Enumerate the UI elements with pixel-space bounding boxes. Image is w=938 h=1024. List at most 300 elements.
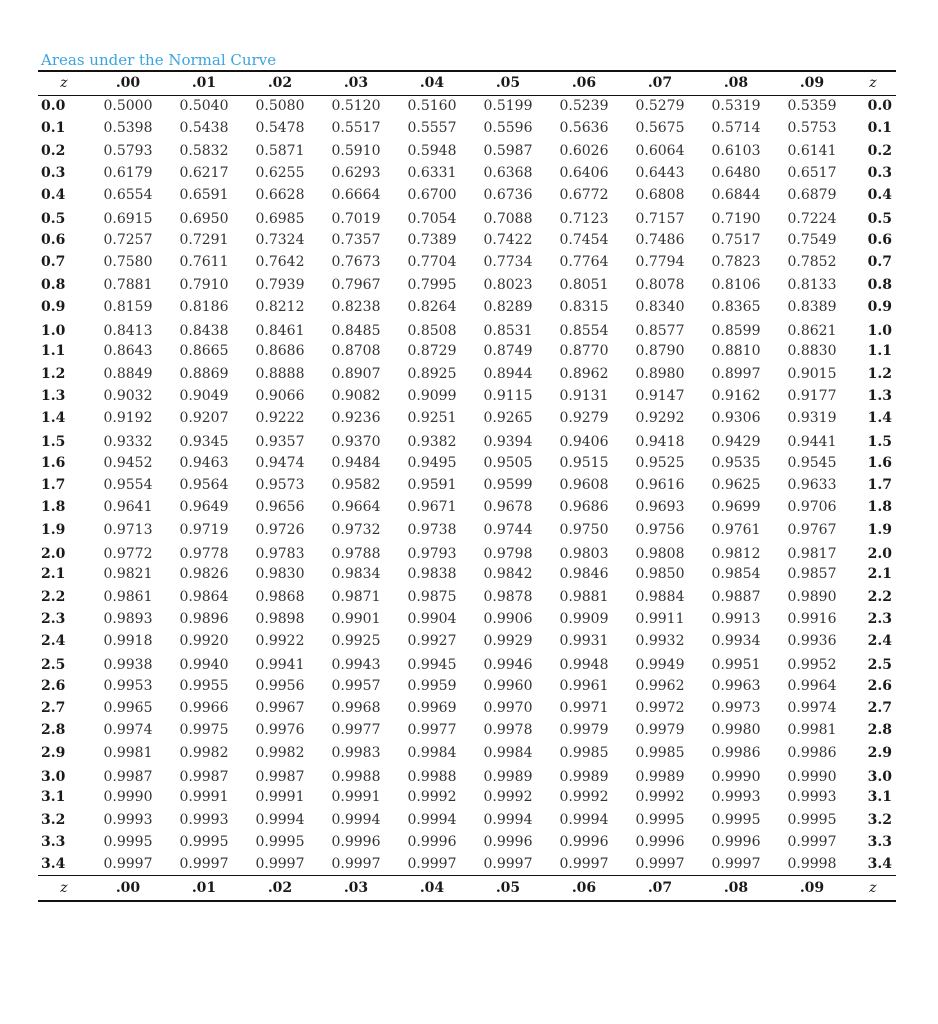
table-cell: 0.9995 (103, 833, 153, 850)
row-z-right: 1.8 (867, 499, 892, 516)
table-cell: 0.5910 (331, 142, 381, 159)
table-cell: 0.9192 (103, 410, 153, 427)
table-cell: 0.9649 (179, 499, 229, 516)
table-cell: 0.9131 (559, 388, 609, 404)
table-cell: 0.9821 (103, 566, 153, 583)
header-col: .04 (419, 75, 445, 92)
table-cell: 0.9994 (559, 811, 609, 828)
table-cell: 0.8729 (407, 343, 457, 360)
table-cell: 0.9656 (255, 499, 305, 516)
row-z-right: 1.7 (867, 477, 892, 494)
table-cell: 0.9699 (711, 499, 761, 516)
table-cell: 0.9032 (103, 388, 153, 404)
table-cell: 0.9997 (635, 855, 685, 872)
table-cell: 0.5987 (483, 142, 533, 159)
table-cell: 0.8810 (711, 343, 761, 360)
table-cell: 0.9953 (103, 677, 153, 694)
table-cell: 0.8186 (179, 298, 229, 315)
table-cell: 0.7852 (787, 254, 837, 271)
row-z-left: 0.3 (41, 165, 66, 182)
table-cell: 0.5319 (711, 98, 761, 115)
table-cell: 0.9968 (331, 700, 381, 717)
table-cell: 0.9956 (255, 677, 305, 694)
table-cell: 0.9015 (787, 365, 837, 382)
table-cell: 0.8770 (559, 343, 609, 360)
table-cell: 0.9875 (407, 588, 457, 605)
table-cell: 0.7881 (103, 276, 153, 293)
table-cell: 0.7823 (711, 254, 761, 271)
table-cell: 0.9998 (787, 855, 837, 872)
row-z-left: 2.0 (41, 545, 66, 562)
table-row (38, 340, 896, 362)
table-cell: 0.9978 (483, 722, 533, 739)
footer-col: .09 (799, 880, 825, 897)
table-cell: 0.9177 (787, 388, 837, 404)
table-cell: 0.8869 (179, 365, 229, 382)
table-cell: 0.9988 (407, 768, 457, 785)
table-cell: 0.9948 (559, 657, 609, 674)
table-cell: 0.9251 (407, 410, 457, 427)
row-z-left: 0.4 (41, 187, 66, 204)
table-cell: 0.9945 (407, 657, 457, 674)
table-cell: 0.9932 (635, 633, 685, 650)
row-z-left: 3.1 (41, 789, 66, 806)
table-cell: 0.6064 (635, 142, 685, 159)
row-z-left: 3.2 (41, 811, 66, 828)
table-cell: 0.9936 (787, 633, 837, 650)
table-caption: Areas under the Normal Curve (41, 51, 277, 69)
table-cell: 0.9997 (331, 855, 381, 872)
table-cell: 0.9996 (483, 833, 533, 850)
table-cell: 0.8944 (483, 365, 533, 382)
row-z-left: 1.7 (41, 477, 66, 494)
row-z-right: 2.5 (867, 657, 892, 674)
table-cell: 0.5199 (483, 98, 533, 115)
table-cell: 0.7549 (787, 231, 837, 248)
table-row (38, 117, 896, 139)
table-cell: 0.6179 (103, 165, 153, 182)
table-cell: 0.9147 (635, 388, 685, 404)
table-cell: 0.9484 (331, 454, 381, 471)
table-row (38, 206, 896, 228)
table-cell: 0.8907 (331, 365, 381, 382)
table-cell: 0.8315 (559, 298, 609, 315)
table-cell: 0.9974 (787, 700, 837, 717)
table-cell: 0.9812 (711, 545, 761, 562)
table-cell: 0.7580 (103, 254, 153, 271)
table-cell: 0.6591 (179, 187, 229, 204)
table-row (38, 809, 896, 831)
table-cell: 0.9957 (331, 677, 381, 694)
table-cell: 0.9977 (331, 722, 381, 739)
table-cell: 0.9996 (559, 833, 609, 850)
table-cell: 0.9082 (331, 388, 381, 404)
table-cell: 0.8749 (483, 343, 533, 360)
normal-distribution-table (38, 70, 896, 902)
table-cell: 0.8577 (635, 322, 685, 339)
table-cell: 0.9991 (331, 789, 381, 806)
table-cell: 0.9979 (559, 722, 609, 739)
table-cell: 0.5000 (103, 98, 153, 115)
table-cell: 0.7967 (331, 276, 381, 293)
table-cell: 0.9838 (407, 566, 457, 583)
table-cell: 0.9975 (179, 722, 229, 739)
table-row (38, 229, 896, 251)
table-cell: 0.6517 (787, 165, 837, 182)
row-z-right: 0.4 (867, 187, 892, 204)
table-cell: 0.9991 (255, 789, 305, 806)
table-cell: 0.6879 (787, 187, 837, 204)
table-cell: 0.9984 (483, 744, 533, 761)
table-cell: 0.8997 (711, 365, 761, 382)
table-row (38, 541, 896, 563)
row-z-left: 1.4 (41, 410, 66, 427)
footer-row (38, 875, 896, 901)
table-row (38, 162, 896, 184)
table-cell: 0.8238 (331, 298, 381, 315)
table-cell: 0.6844 (711, 187, 761, 204)
row-z-left: 3.4 (41, 855, 66, 872)
row-z-right: 1.4 (867, 410, 892, 427)
table-cell: 0.9066 (255, 388, 305, 404)
row-z-left: 0.0 (41, 98, 66, 115)
table-cell: 0.8531 (483, 322, 533, 339)
table-cell: 0.8023 (483, 276, 533, 293)
table-cell: 0.9991 (179, 789, 229, 806)
table-cell: 0.9706 (787, 499, 837, 516)
table-cell: 0.9973 (711, 700, 761, 717)
table-cell: 0.9633 (787, 477, 837, 494)
table-cell: 0.9608 (559, 477, 609, 494)
table-cell: 0.9994 (331, 811, 381, 828)
table-cell: 0.6985 (255, 211, 305, 228)
table-cell: 0.9925 (331, 633, 381, 650)
row-z-left: 2.5 (41, 657, 66, 674)
table-cell: 0.6480 (711, 165, 761, 182)
table-cell: 0.9878 (483, 588, 533, 605)
header-col: .08 (723, 75, 749, 92)
table-cell: 0.9564 (179, 477, 229, 494)
table-cell: 0.9993 (179, 811, 229, 828)
header-row (38, 71, 896, 95)
table-row (38, 764, 896, 786)
table-cell: 0.9984 (407, 744, 457, 761)
row-z-right: 2.0 (867, 545, 892, 562)
table-cell: 0.8413 (103, 322, 153, 339)
table-cell: 0.9969 (407, 700, 457, 717)
table-cell: 0.9744 (483, 521, 533, 538)
table-cell: 0.9732 (331, 521, 381, 538)
table-cell: 0.5636 (559, 120, 609, 137)
table-cell: 0.9788 (331, 545, 381, 562)
table-cell: 0.9545 (787, 454, 837, 471)
table-cell: 0.8289 (483, 298, 533, 315)
table-cell: 0.8485 (331, 322, 381, 339)
row-z-left: 0.8 (41, 276, 66, 293)
table-cell: 0.9495 (407, 454, 457, 471)
table-row (38, 251, 896, 273)
footer-z-left: z (60, 880, 68, 897)
table-cell: 0.9319 (787, 410, 837, 427)
table-cell: 0.7642 (255, 254, 305, 271)
table-cell: 0.9222 (255, 410, 305, 427)
table-cell: 0.9990 (787, 768, 837, 785)
row-z-right: 3.4 (867, 855, 892, 872)
table-cell: 0.9985 (635, 744, 685, 761)
footer-col: .02 (267, 880, 293, 897)
table-cell: 0.9332 (103, 434, 153, 451)
row-z-left: 2.7 (41, 700, 66, 717)
table-cell: 0.9535 (711, 454, 761, 471)
table-cell: 0.5793 (103, 142, 153, 159)
table-cell: 0.9842 (483, 566, 533, 583)
row-z-right: 2.6 (867, 677, 892, 694)
table-cell: 0.9265 (483, 410, 533, 427)
row-z-left: 2.3 (41, 610, 66, 627)
table-cell: 0.9881 (559, 588, 609, 605)
table-cell: 0.9345 (179, 434, 229, 451)
table-row (38, 296, 896, 318)
table-cell: 0.9591 (407, 477, 457, 494)
footer-col: .04 (419, 880, 445, 897)
table-cell: 0.9830 (255, 566, 305, 583)
table-cell: 0.6026 (559, 142, 609, 159)
table-cell: 0.9990 (711, 768, 761, 785)
table-cell: 0.6736 (483, 187, 533, 204)
table-cell: 0.5359 (787, 98, 837, 115)
table-cell: 0.9857 (787, 566, 837, 583)
table-cell: 0.9981 (787, 722, 837, 739)
row-z-left: 1.3 (41, 388, 66, 404)
table-row (38, 719, 896, 741)
table-cell: 0.9941 (255, 657, 305, 674)
table-cell: 0.9927 (407, 633, 457, 650)
footer-col: .07 (647, 880, 673, 897)
table-cell: 0.9906 (483, 610, 533, 627)
table-cell: 0.9864 (179, 588, 229, 605)
row-z-left: 2.6 (41, 677, 66, 694)
table-cell: 0.9966 (179, 700, 229, 717)
table-cell: 0.9826 (179, 566, 229, 583)
row-z-right: 1.9 (867, 521, 892, 538)
table-cell: 0.8665 (179, 343, 229, 360)
table-row (38, 630, 896, 652)
header-z-right: z (869, 75, 877, 92)
table-row (38, 519, 896, 541)
row-z-right: 2.9 (867, 744, 892, 761)
row-z-right: 2.1 (867, 566, 892, 583)
header-col: .00 (115, 75, 141, 92)
table-cell: 0.9693 (635, 499, 685, 516)
table-cell: 0.9995 (787, 811, 837, 828)
table-cell: 0.9992 (559, 789, 609, 806)
table-cell: 0.7291 (179, 231, 229, 248)
row-z-right: 0.2 (867, 142, 892, 159)
table-cell: 0.5753 (787, 120, 837, 137)
table-cell: 0.9990 (103, 789, 153, 806)
table-cell: 0.5832 (179, 142, 229, 159)
table-cell: 0.7611 (179, 254, 229, 271)
row-z-right: 2.4 (867, 633, 892, 650)
table-cell: 0.9964 (787, 677, 837, 694)
table-cell: 0.7486 (635, 231, 685, 248)
row-z-left: 2.4 (41, 633, 66, 650)
table-cell: 0.9987 (179, 768, 229, 785)
table-cell: 0.8708 (331, 343, 381, 360)
table-cell: 0.8078 (635, 276, 685, 293)
table-cell: 0.6664 (331, 187, 381, 204)
table-cell: 0.6554 (103, 187, 153, 204)
table-cell: 0.9997 (179, 855, 229, 872)
table-cell: 0.6217 (179, 165, 229, 182)
table-cell: 0.7939 (255, 276, 305, 293)
row-z-left: 1.6 (41, 454, 66, 471)
table-cell: 0.9871 (331, 588, 381, 605)
table-cell: 0.6331 (407, 165, 457, 182)
table-cell: 0.9370 (331, 434, 381, 451)
table-cell: 0.7157 (635, 211, 685, 228)
table-row (38, 831, 896, 853)
header-col: .03 (343, 75, 369, 92)
table-cell: 0.9868 (255, 588, 305, 605)
table-cell: 0.8340 (635, 298, 685, 315)
table-cell: 0.9896 (179, 610, 229, 627)
table-cell: 0.9909 (559, 610, 609, 627)
table-cell: 0.8643 (103, 343, 153, 360)
table-cell: 0.6255 (255, 165, 305, 182)
table-cell: 0.5675 (635, 120, 685, 137)
row-z-right: 0.6 (867, 231, 892, 248)
table-row (38, 385, 896, 407)
table-body (38, 95, 896, 875)
table-cell: 0.9463 (179, 454, 229, 471)
table-cell: 0.9963 (711, 677, 761, 694)
table-cell: 0.9750 (559, 521, 609, 538)
table-cell: 0.8508 (407, 322, 457, 339)
table-cell: 0.7764 (559, 254, 609, 271)
table-cell: 0.9981 (103, 744, 153, 761)
table-cell: 0.6628 (255, 187, 305, 204)
table-row (38, 452, 896, 474)
table-cell: 0.9738 (407, 521, 457, 538)
table-cell: 0.7734 (483, 254, 533, 271)
table-cell: 0.9982 (179, 744, 229, 761)
row-z-left: 0.6 (41, 231, 66, 248)
table-cell: 0.9997 (483, 855, 533, 872)
table-cell: 0.9686 (559, 499, 609, 516)
table-cell: 0.9573 (255, 477, 305, 494)
table-cell: 0.9505 (483, 454, 533, 471)
table-cell: 0.9997 (407, 855, 457, 872)
table-cell: 0.7910 (179, 276, 229, 293)
table-cell: 0.9965 (103, 700, 153, 717)
row-z-right: 1.1 (867, 343, 892, 360)
row-z-left: 2.9 (41, 744, 66, 761)
row-z-right: 3.2 (867, 811, 892, 828)
table-cell: 0.9960 (483, 677, 533, 694)
table-cell: 0.7224 (787, 211, 837, 228)
table-row (38, 675, 896, 697)
table-cell: 0.9441 (787, 434, 837, 451)
footer-col: .03 (343, 880, 369, 897)
table-cell: 0.9756 (635, 521, 685, 538)
table-cell: 0.9920 (179, 633, 229, 650)
row-z-right: 3.1 (867, 789, 892, 806)
table-cell: 0.9949 (635, 657, 685, 674)
row-z-right: 1.5 (867, 434, 892, 451)
table-cell: 0.7422 (483, 231, 533, 248)
table-cell: 0.9798 (483, 545, 533, 562)
table-cell: 0.6700 (407, 187, 457, 204)
table-cell: 0.8599 (711, 322, 761, 339)
table-cell: 0.8365 (711, 298, 761, 315)
table-cell: 0.7673 (331, 254, 381, 271)
table-cell: 0.9971 (559, 700, 609, 717)
table-cell: 0.7019 (331, 211, 381, 228)
table-cell: 0.9938 (103, 657, 153, 674)
table-cell: 0.9850 (635, 566, 685, 583)
table-cell: 0.6443 (635, 165, 685, 182)
table-cell: 0.9761 (711, 521, 761, 538)
row-z-right: 1.6 (867, 454, 892, 471)
table-cell: 0.8962 (559, 365, 609, 382)
table-cell: 0.8159 (103, 298, 153, 315)
table-cell: 0.8849 (103, 365, 153, 382)
table-cell: 0.7123 (559, 211, 609, 228)
table-cell: 0.9997 (103, 855, 153, 872)
row-z-left: 1.1 (41, 343, 66, 360)
table-cell: 0.9861 (103, 588, 153, 605)
table-cell: 0.9474 (255, 454, 305, 471)
table-cell: 0.9890 (787, 588, 837, 605)
row-z-left: 0.7 (41, 254, 66, 271)
table-cell: 0.9976 (255, 722, 305, 739)
table-cell: 0.9994 (407, 811, 457, 828)
row-z-left: 1.2 (41, 365, 66, 382)
table-cell: 0.9918 (103, 633, 153, 650)
table-cell: 0.9418 (635, 434, 685, 451)
table-cell: 0.9985 (559, 744, 609, 761)
table-cell: 0.9946 (483, 657, 533, 674)
table-row (38, 652, 896, 674)
table-cell: 0.9664 (331, 499, 381, 516)
table-cell: 0.9719 (179, 521, 229, 538)
table-cell: 0.5040 (179, 98, 229, 115)
table-cell: 0.9940 (179, 657, 229, 674)
table-cell: 0.9616 (635, 477, 685, 494)
table-cell: 0.7088 (483, 211, 533, 228)
table-cell: 0.7190 (711, 211, 761, 228)
table-cell: 0.7357 (331, 231, 381, 248)
table-cell: 0.9994 (255, 811, 305, 828)
table-cell: 0.9982 (255, 744, 305, 761)
table-cell: 0.9904 (407, 610, 457, 627)
table-cell: 0.6103 (711, 142, 761, 159)
table-cell: 0.9972 (635, 700, 685, 717)
table-cell: 0.9115 (483, 388, 533, 404)
table-cell: 0.5948 (407, 142, 457, 159)
table-cell: 0.5714 (711, 120, 761, 137)
row-z-right: 0.8 (867, 276, 892, 293)
table-cell: 0.9996 (331, 833, 381, 850)
table-cell: 0.9713 (103, 521, 153, 538)
table-cell: 0.9995 (179, 833, 229, 850)
table-cell: 0.9641 (103, 499, 153, 516)
table-cell: 0.9452 (103, 454, 153, 471)
table-cell: 0.8051 (559, 276, 609, 293)
table-cell: 0.7704 (407, 254, 457, 271)
table-cell: 0.9893 (103, 610, 153, 627)
